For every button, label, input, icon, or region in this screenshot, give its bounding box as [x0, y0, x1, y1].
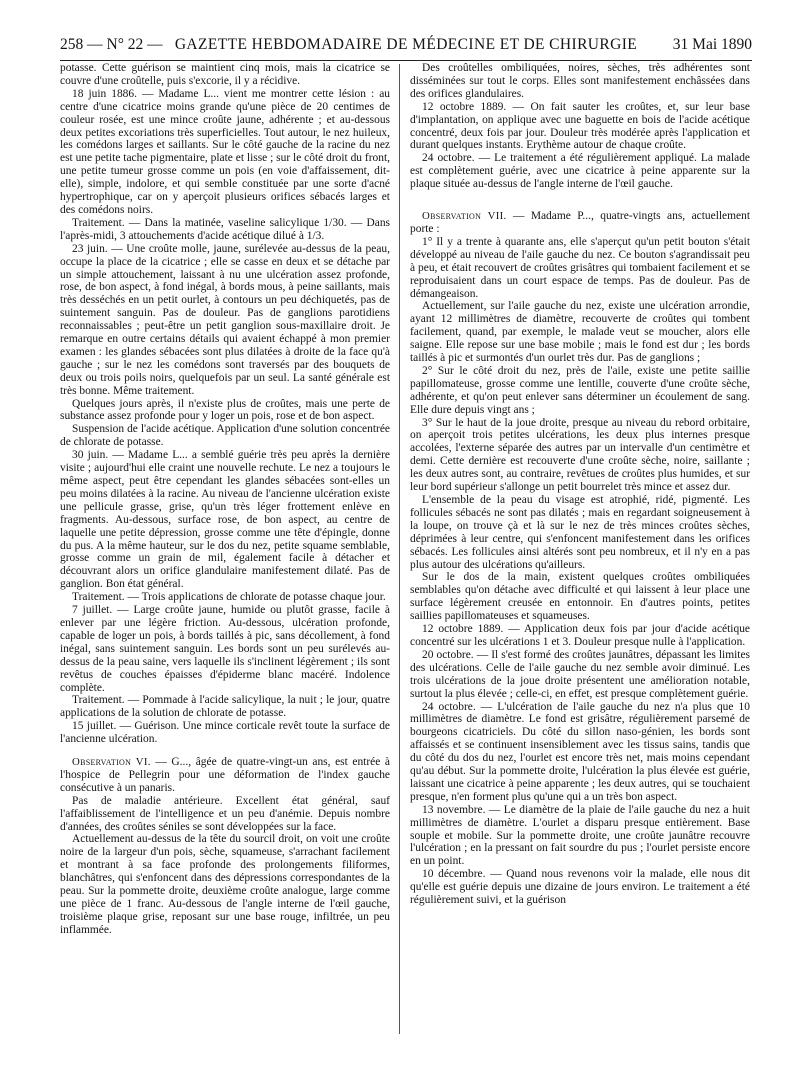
paragraph: 12 octobre 1889. — Application deux fois par jour d'acide acétique concentré sur les ulcérations 1 et 3. Douleur presque nulle à l'application. [410, 623, 750, 648]
left-column [60, 62, 390, 1037]
column-divider [399, 64, 400, 1034]
paragraph: Pas de maladie antérieure. Excellent état général, sauf l'affaiblissement de l'intelligence et un peu d'anémie. Depuis nombre d'années, des croûtes séniles se sont développées sur la face. [60, 794, 390, 833]
paragraph-text: — G..., âgée de quatre-vingt-un ans, est entrée à l'hospice de Pellegrin pour une déformation de l'index gauche consécutive à un panaris. [60, 756, 390, 794]
paragraph: 12 octobre 1889. — On fait sauter les croûtes, et, sur leur base d'implantation, on applique avec une baguette en bois de l'acide acétique concentré, deux fois par jour. Douleur très modérée après l'application et durant quelques instants. Erythème autour de chaque croûte. [410, 100, 750, 152]
paragraph: 13 novembre. — Le diamètre de la plaie de l'aile gauche du nez a huit millimètres de diamètre. L'ourlet a disparu presque entièrement. Base souple et mobile. Sur la pommette droite, une croûte jaunâtre recouvre l'ulcération ; en la pressant on fait sourdre du pus ; l'ourlet persiste encore en un point. [410, 803, 750, 868]
paragraph: 24 octobre. — L'ulcération de l'aile gauche du nez n'a plus que 10 millimètres de diamètre. Le fond est grisâtre, régulièrement parsemé de bourgeons cicatriciels. Du côté du sillon naso-génien, les bords sont affaissés et se continuent insensiblement avec les tissus sains, tandis que du côté du dos du nez, l'ourlet est encore très net, mais moins cependant qu'au début. Sur la pommette droite, l'ulcération la plus élevée est guérie, laissant une cicatrice à peine apparente ; les deux autres, qui se touchaient presque, n'en forment plus qu'une qui a un très bon aspect. [410, 700, 750, 803]
observation-label: Observation VII. [422, 210, 507, 223]
paragraph: 18 juin 1886. — Madame L... vient me montrer cette lésion : au centre d'une cicatrice moins grande qu'une pièce de 20 centimes de couleur rosée, est une mince croûte jaune, adhérente ; et au-dessous deux petites excoriations très superficielles. Tout autour, le nez huileux, les comédons larges et saillants. Sur le côté gauche de la racine du nez est une petite tache pigmentaire, plate et lisse ; sur le côté droit du front, une petite tumeur grosse comme un pois (en voie d'affaissement, dit-elle), simple, indolore, et qui semble constituée par une sorte d'acné hypertrophique, car on y aperçoit plusieurs orifices sébacés larges et des comédons noirs. [60, 87, 390, 216]
observation-vi-intro [60, 756, 390, 795]
paragraph: L'ensemble de la peau du visage est atrophié, ridé, pigmenté. Les follicules sébacés ne sont pas dilatés ; mais en regardant soigneusement à la loupe, on trouve çà et là sur le nez de très minces croûtes sèches, déprimées à leur centre, qui s'enfoncent manifestement dans les orifices sébacés. Les follicules ainsi altérés sont peu nombreux, et il n'y en a pas plus autour des ulcérations qu'ailleurs. [410, 494, 750, 571]
paragraph: Traitement. — Trois applications de chlorate de potasse chaque jour. [72, 591, 386, 604]
paragraph: Traitement. — Dans la matinée, vaseline salicylique 1/30. — Dans l'après-midi, 3 attouchements d'acide acétique dilué à 1/3. [60, 216, 390, 242]
paragraph: Actuellement, sur l'aile gauche du nez, existe une ulcération arrondie, ayant 12 millimètres de diamètre, recouverte de croûtes qui tombent facilement, quand, par exemple, le malade veut se moucher, alors elle saigne. Elle repose sur une base mobile ; mais le fond est dur ; les bords taillés à pic et surmontés d'un ourlet très dur. Pas de ganglions ; [410, 300, 750, 365]
page-number: 258 — N° 22 — [60, 36, 163, 53]
page-header [60, 34, 752, 61]
observation-vii-intro [410, 210, 750, 236]
paragraph: 7 juillet. — Large croûte jaune, humide ou plutôt grasse, facile à enlever par une légère friction. Au-dessous, ulcération profonde, capable de loger un pois, à bords taillés à pic, sans décollement, à fond inégal, sans suintement sanguin. Les bords sont un peu surélevés au-dessus de la peau saine, vers laquelle ils s'inclinent légèrement ; ils sont revêtus de couches épaisses d'épiderme blanc macéré. Indolence complète. [60, 604, 390, 694]
paragraph-text: — Madame P..., quatre-vingts ans, actuellement porte : [410, 210, 750, 235]
paragraph: Actuellement au-dessus de la tête du sourcil droit, on voit une croûte noire de la largeur d'un pois, sèche, squameuse, s'arrachant facilement et montrant à sa face profonde des prolongements filiformes, blanchâtres, qui s'enfoncent dans des dépressions correspondantes de la peau. Sur la pommette droite, deuxième croûte analogue, large comme une pièce de 1 franc. Au-dessous de l'angle interne de l'œil gauche, troisième plaque grise, reposant sur une base rouge, infiltrée, un peu inflammée. [60, 833, 390, 936]
paragraph: Sur le dos de la main, existent quelques croûtes ombiliquées semblables qu'on détache avec difficulté et qui laissent à leur place une surface légèrement creusée en entonnoir. En d'autres points, petites saillies papillomateuses et squameuses. [410, 571, 750, 623]
paragraph: 30 juin. — Madame L... a semblé guérie très peu après la dernière visite ; aujourd'hui elle craint une nouvelle rechute. Le nez a toujours le même aspect, peut être cependant les glandes sébacées sont-elles un peu moins dilatées à la racine. Au niveau de l'ancienne ulcération existe une pellicule grasse, grise, qu'un très léger frottement enlève en fragments. Au-dessous, surface rose, de bon aspect, au centre de laquelle une petite dépression, grosse comme une tête d'épingle, donne du pus. A la même hauteur, sur le dos du nez, petite squame semblable, grosse comme un grain de mil, également facile à détacher et découvrant alors un orifice glandulaire manifestement dilaté. Pas de ganglion. Bon état général. [60, 449, 390, 591]
paragraph: 10 décembre. — Quand nous revenons voir la malade, elle nous dit qu'elle est guérie depuis une dizaine de jours environ. Le traitement a été régulièrement suivi, et la guérison [410, 868, 750, 907]
paragraph: Quelques jours après, il n'existe plus de croûtes, mais une perte de substance assez profonde pour y loger un pois, rose et de bon aspect. [60, 397, 390, 423]
journal-title: GAZETTE HEBDOMADAIRE DE MÉDECINE ET DE CHIRURGIE [174, 36, 638, 53]
paragraph: 15 juillet. — Guérison. Une mince corticale revêt toute la surface de l'ancienne ulcération. [60, 720, 390, 746]
paragraph: 2° Sur le côté droit du nez, près de l'aile, existe une petite saillie papillomateuse, grosse comme une lentille, couverte d'une croûte sèche, adhérente, et qu'on peut enlever sans déterminer un écoulement de sang. Elle dure depuis vingt ans ; [410, 364, 750, 416]
spacer [410, 191, 750, 200]
paragraph: 23 juin. — Une croûte molle, jaune, surélevée au-dessus de la peau, occupe la place de la cicatrice ; elle se casse en deux et se détache par un simple attouchement, laissant à nu une ulcération assez profonde, rose, de bon aspect, à fond inégal, à bords mous, à peine saillants, mais très desséchés en un petit ourlet, à contours un peu déchiquetés, pas de suintement sanguin. Pas de douleur. Pas de ganglions parotidiens reconnaissables ; peut-être un petit ganglion sous-maxillaire droit. Je remarque en outre certains détails qui avaient échappé à mon premier examen : les glandes sébacées sont plus dilatées à droite de la face qu'à gauche ; sur le nez les comédons sont traversés par des bouquets de deux ou trois poils noirs, quelquefois par un seul. La santé générale est très bonne. Même traitement. [60, 242, 390, 397]
paragraph: Des croûtelles ombiliquées, noires, sèches, très adhérentes sont disséminées sur tout le corps. Elles sont manifestement enchâssées dans des orifices glandulaires. [410, 62, 750, 100]
paragraph: 3° Sur le haut de la joue droite, presque au niveau du rebord orbitaire, on aperçoit trois petites ulcérations, les deux plus internes presque accolées, l'externe séparée des autres par un intervalle d'un centimètre et demi. Cette dernière est recouverte d'une croûte sèche, noire, saillante ; les deux autres sont, au contraire, revêtues de croûtes plus humides, et sur leur bord supérieur s'allonge un petit bourrelet très mince et assez dur. [410, 416, 750, 494]
paragraph: 24 octobre. — Le traitement a été régulièrement appliqué. La malade est complètement guérie, avec une cicatrice à peine apparente sur la plaque située au-dessus de l'angle interne de l'œil gauche. [410, 152, 750, 191]
paragraph: 20 octobre. — Il s'est formé des croûtes jaunâtres, dépassant les limites des ulcérations. Celle de l'aile gauche du nez semble avoir diminué. Les trois ulcérations de la joue droite présentent une amélioration notable, surtout la plus élevée ; celle-ci, en effet, est presque complètement guérie. [410, 648, 750, 700]
right-column [410, 62, 750, 1037]
issue-date: 31 Mai 1890 [672, 36, 752, 53]
paragraph: Suspension de l'acide acétique. Application d'une solution concentrée de chlorate de potasse. [60, 423, 390, 449]
paragraph: 1° Il y a trente à quarante ans, elle s'aperçut qu'un petit bouton s'était développé au niveau de l'aile gauche du nez. Ce bouton s'agrandissait peu à peu, et était recouvert de croûtes grisâtres qui tombaient facilement et se reproduisaient dans un court espace de temps. Pas de douleur. Pas de démangeaison. [410, 235, 750, 300]
observation-label: Observation VI. [72, 756, 151, 769]
paragraph: Traitement. — Pommade à l'acide salicylique, la nuit ; le jour, quatre applications de la solution de chlorate de potasse. [60, 694, 390, 720]
paragraph: potasse. Cette guérison se maintient cinq mois, mais la cicatrice se couvre d'une croûtelle, puis s'excorie, il y a récidive. [60, 62, 390, 87]
